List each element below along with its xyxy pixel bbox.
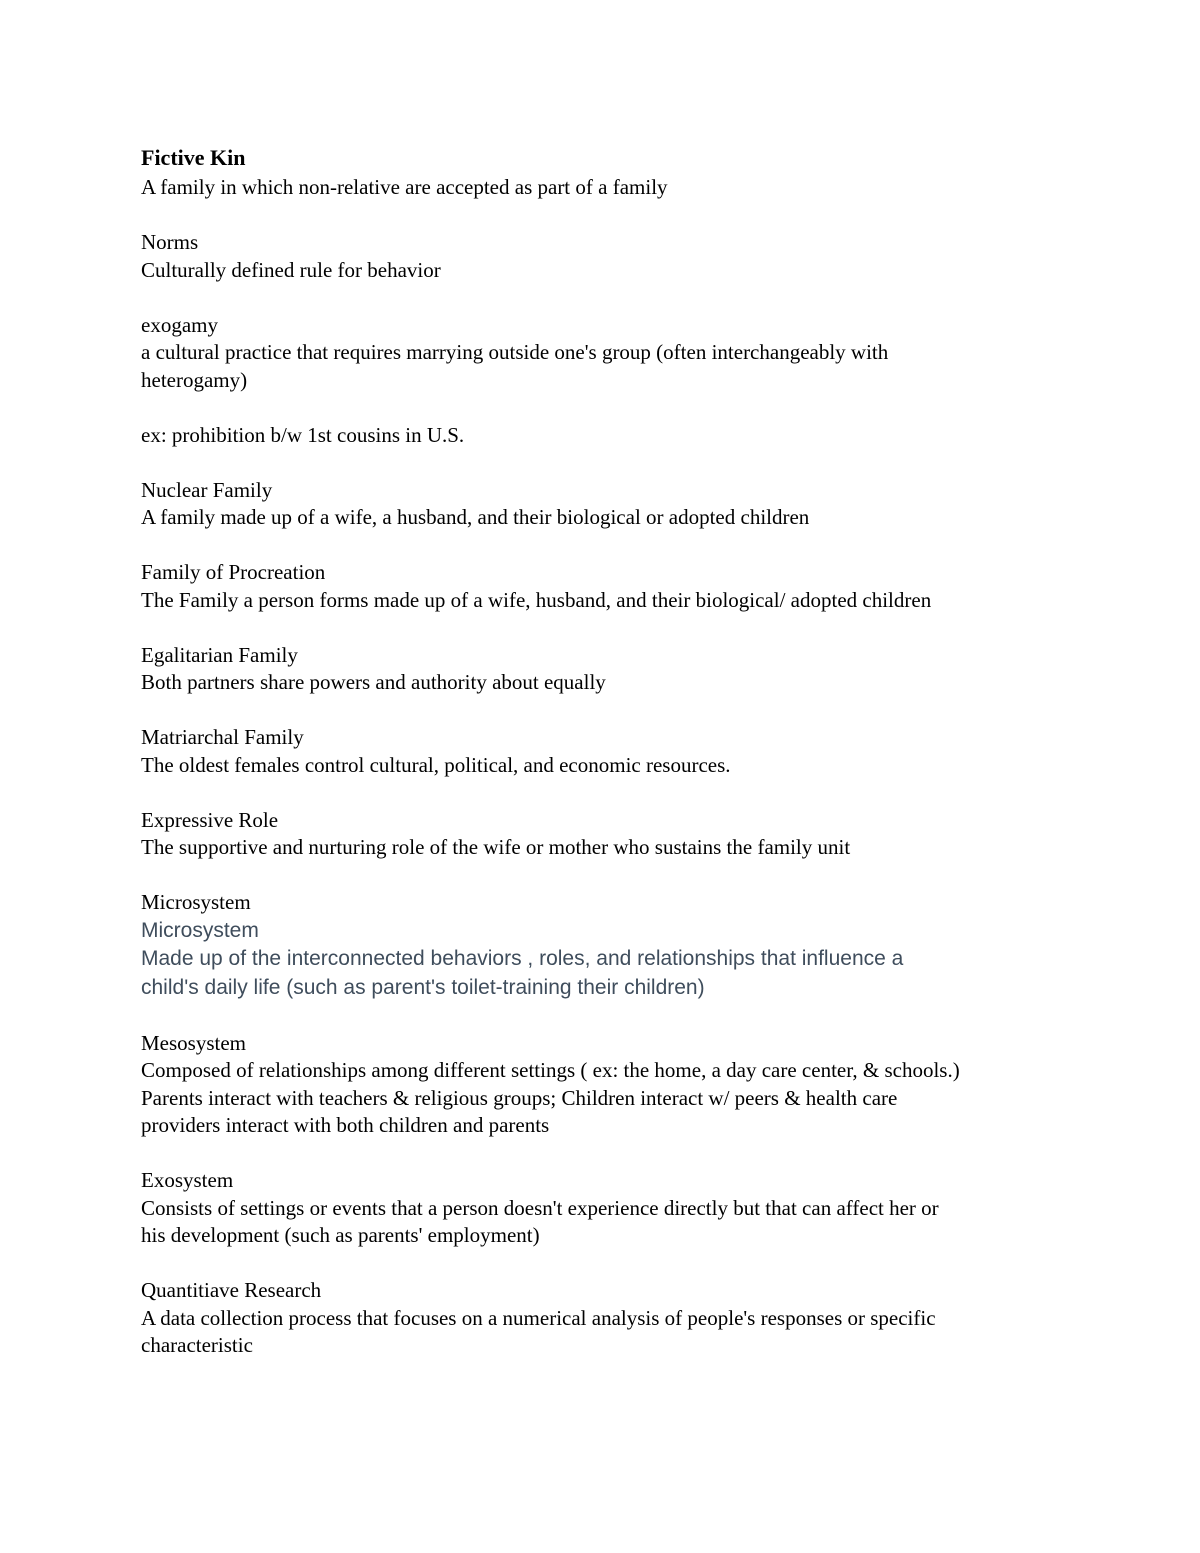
term-title: Mesosystem bbox=[141, 1030, 246, 1055]
spacer bbox=[141, 697, 1081, 725]
entry-family-of-procreation bbox=[141, 559, 1081, 614]
spacer bbox=[141, 862, 1081, 890]
term-definition: The Family a person forms made up of a wife, husband, and their biological/ adopted children bbox=[141, 587, 932, 612]
entry-exogamy bbox=[141, 312, 1081, 450]
term-definition-line: child's daily life (such as parent's toilet-training their children) bbox=[141, 975, 705, 999]
entry-egalitarian-family bbox=[141, 642, 1081, 697]
spacer bbox=[141, 532, 1081, 560]
term-title: Expressive Role bbox=[141, 807, 279, 832]
term-title: Norms bbox=[141, 230, 199, 254]
spacer bbox=[141, 1002, 1081, 1030]
spacer bbox=[141, 1250, 1081, 1278]
entry-mesosystem bbox=[141, 1030, 1081, 1140]
term-title: Nuclear Family bbox=[141, 477, 273, 502]
term-definition-line: A data collection process that focuses on a numerical analysis of people's responses or specific bbox=[141, 1305, 936, 1330]
entry-exosystem bbox=[141, 1167, 1081, 1250]
entry-microsystem bbox=[141, 889, 1081, 1002]
term-title: Exosystem bbox=[141, 1168, 234, 1192]
document-page bbox=[141, 142, 1081, 1360]
term-definition-line: Made up of the interconnected behaviors , roles, and relationships that influence a bbox=[141, 947, 904, 970]
term-definition-line: Consists of settings or events that a person doesn't experience directly but that can affect her or bbox=[141, 1195, 939, 1220]
spacer bbox=[141, 284, 1081, 312]
term-definition-line: providers interact with both children and parents bbox=[141, 1113, 550, 1137]
term-definition: A family made up of a wife, a husband, and their biological or adopted children bbox=[141, 505, 810, 529]
term-title: Quantitiave Research bbox=[141, 1278, 322, 1302]
spacer bbox=[141, 614, 1081, 642]
term-title: Matriarchal Family bbox=[141, 725, 304, 749]
term-title: Family of Procreation bbox=[141, 560, 326, 584]
spacer bbox=[141, 449, 1081, 477]
term-title: exogamy bbox=[141, 312, 218, 337]
term-definition-line: characteristic bbox=[141, 1333, 253, 1357]
term-title-pasted: Microsystem bbox=[141, 918, 259, 942]
entry-fictive-kin bbox=[141, 142, 1081, 202]
spacer bbox=[141, 394, 1081, 422]
term-title: Fictive Kin bbox=[141, 145, 246, 170]
term-definition: The oldest females control cultural, political, and economic resources. bbox=[141, 752, 731, 777]
term-definition-line: his development (such as parents' employment) bbox=[141, 1223, 540, 1247]
spacer bbox=[141, 779, 1081, 807]
term-title: Egalitarian Family bbox=[141, 642, 298, 667]
term-example: ex: prohibition b/w 1st cousins in U.S. bbox=[141, 422, 465, 447]
entry-matriarchal-family bbox=[141, 724, 1081, 779]
term-definition-line: a cultural practice that requires marrying outside one's group (often interchangeably with bbox=[141, 340, 889, 364]
term-definition-line: heterogamy) bbox=[141, 367, 248, 392]
term-definition-line: Parents interact with teachers & religious groups; Children interact w/ peers & health care bbox=[141, 1085, 898, 1110]
term-definition: A family in which non-relative are accepted as part of a family bbox=[141, 175, 668, 199]
entry-norms bbox=[141, 229, 1081, 284]
entry-expressive-role bbox=[141, 807, 1081, 862]
spacer bbox=[141, 202, 1081, 230]
entry-quantitative-research bbox=[141, 1277, 1081, 1360]
term-definition: Both partners share powers and authority about equally bbox=[141, 670, 606, 694]
term-definition: Culturally defined rule for behavior bbox=[141, 257, 441, 282]
spacer bbox=[141, 1140, 1081, 1168]
term-title: Microsystem bbox=[141, 890, 251, 914]
term-definition: The supportive and nurturing role of the wife or mother who sustains the family unit bbox=[141, 835, 851, 859]
entry-nuclear-family bbox=[141, 477, 1081, 532]
term-definition-line: Composed of relationships among different settings ( ex: the home, a day care center, & schools.) bbox=[141, 1058, 960, 1082]
